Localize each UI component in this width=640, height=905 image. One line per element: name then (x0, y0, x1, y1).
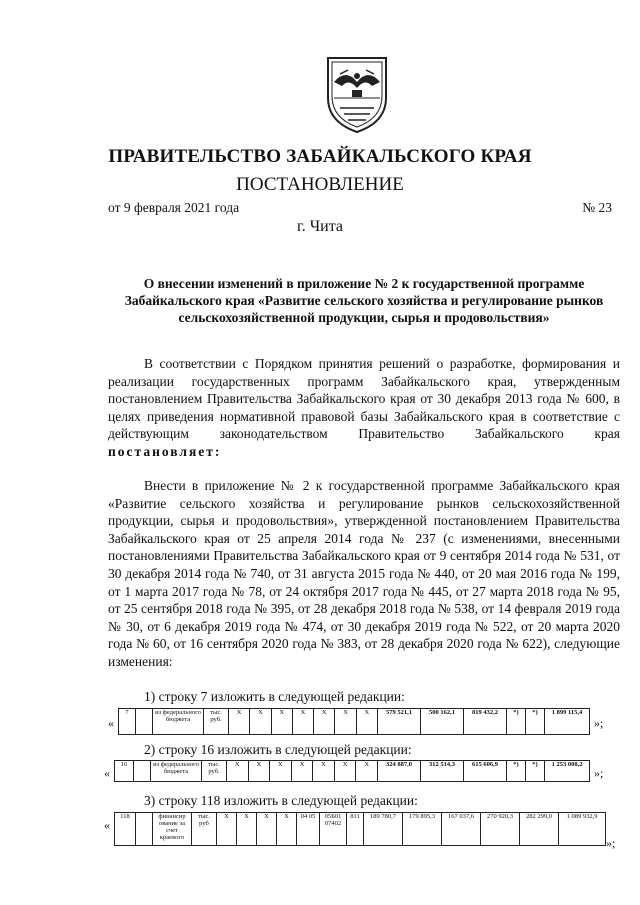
cell-x: X (248, 761, 270, 782)
cell-x: X (229, 709, 250, 735)
cell-x: X (356, 709, 377, 735)
cell-value: 189 780,7 (364, 813, 403, 846)
cell-code: 04 05 (297, 813, 320, 846)
cell-unit: тыс. руб (192, 813, 217, 846)
cell-total: 1 089 932,9 (559, 813, 606, 846)
cell-value: 167 037,6 (442, 813, 481, 846)
cell-note: *) (507, 709, 526, 735)
quote-close: »; (594, 766, 604, 780)
quote-close: »; (594, 716, 604, 730)
cell-note: *) (507, 761, 526, 782)
cell-x: X (277, 813, 297, 846)
cell-value: 270 920,3 (481, 813, 520, 846)
government-title: ПРАВИТЕЛЬСТВО ЗАБАЙКАЛЬСКОГО КРАЯ (108, 146, 532, 167)
cell-x: X (356, 761, 378, 782)
cell-empty (136, 813, 153, 846)
cell-x: X (227, 761, 249, 782)
cell-x: X (335, 709, 356, 735)
cell-code: 811 (347, 813, 364, 846)
table-row-118 (114, 812, 606, 846)
cell-x: X (334, 761, 356, 782)
cell-unit: тыс. руб. (204, 709, 229, 735)
amendment-paragraph: Внести в приложение № 2 к государственной программе Забайкальского края «Развитие сельского хозяйства и регулирование рынков сельскохозяйственной продукции, сырья и продовольствия», утвержденной постановлением Правительства Забайкальского края от 25 апреля 2014 года № 237 (с изменениями, внесенными постановлениями Правительства Забайкальского края от 9 сентября 2014 года № 531, от 30 декабря 2014 года № 740, от 31 августа 2015 года № 440, от 20 мая 2016 года № 199, от 1 марта 2017 года № 78, от 24 октября 2017 года № 445, от 27 марта 2018 года № 95, от 25 сентября 2018 года № 395, от 28 декабря 2018 года № 538, от 14 февраля 2019 года № 30, от 6 декабря 2019 года № 474, от 30 декабря 2019 года № 522, от 20 марта 2020 года № 60, от 16 сентября 2020 года № 383, от 28 декабря 2020 года № 622), следующие изменения: (108, 478, 620, 669)
cell-num: 118 (115, 813, 136, 846)
cell-source: финансир ование за счет краевого (153, 813, 192, 846)
cell-value: 615 606,9 (464, 761, 507, 782)
cell-x: X (250, 709, 271, 735)
cell-value: 312 514,3 (421, 761, 464, 782)
cell-x: X (217, 813, 237, 846)
cell-x: X (291, 761, 313, 782)
cell-value: 179 895,3 (403, 813, 442, 846)
document-city: г. Чита (296, 218, 343, 235)
table-row-16 (114, 760, 590, 782)
document-type: ПОСТАНОВЛЕНИЕ (236, 174, 404, 195)
table-row-7 (118, 708, 590, 735)
cell-total: 1 899 115,4 (545, 709, 590, 735)
cell-value: 500 162,1 (421, 709, 464, 735)
amendment-item-3: 3) строку 118 изложить в следующей редакции: (144, 793, 418, 808)
cell-x: X (313, 761, 335, 782)
cell-x: X (257, 813, 277, 846)
document-subject: О внесении изменений в приложение № 2 к государственной программе Забайкальского края «Развитие сельского хозяйства и регулирование рынков сельскохозяйственной продукции, сырья и продовольствия» (124, 276, 604, 325)
cell-empty (134, 761, 151, 782)
cell-num: 16 (115, 761, 134, 782)
cell-empty (136, 709, 153, 735)
preamble-paragraph (108, 355, 620, 461)
cell-x: X (271, 709, 292, 735)
quote-open: « (104, 818, 110, 832)
cell-source: из федерального бюджета (151, 761, 202, 782)
cell-x: X (292, 709, 313, 735)
cell-value: 324 887,0 (378, 761, 421, 782)
coat-of-arms-emblem (320, 52, 394, 134)
document-number: № 23 (582, 200, 612, 215)
cell-unit: тыс. руб. (202, 761, 227, 782)
cell-code: 05Б01 07402 (320, 813, 347, 846)
cell-total: 1 253 008,2 (545, 761, 590, 782)
cell-x: X (270, 761, 292, 782)
cell-value: 282 299,0 (520, 813, 559, 846)
cell-note: *) (526, 709, 545, 735)
document-date: от 9 февраля 2021 года (108, 200, 240, 215)
amendment-item-1: 1) строку 7 изложить в следующей редакции: (144, 689, 405, 704)
cell-note: *) (526, 761, 545, 782)
cell-x: X (314, 709, 335, 735)
cell-source: из федерального бюджета (153, 709, 204, 735)
cell-num: 7 (119, 709, 136, 735)
quote-open: « (108, 716, 114, 730)
cell-x: X (237, 813, 257, 846)
cell-value: 819 432,2 (464, 709, 507, 735)
preamble-emphasis: постановляет: (108, 443, 222, 459)
quote-open: « (104, 766, 110, 780)
preamble-text: В соответствии с Порядком принятия решений о разработке, формирования и реализации государственных программ Забайкальского края, утвержденным постановлением Правительства Забайкальского края от 30 декабря 2013 года № 600, в целях приведения нормативной правовой базы Забайкальского края в соответствие с действующим законодательством Правительство Забайкальского края (108, 356, 620, 442)
amendment-item-2: 2) строку 16 изложить в следующей редакции: (144, 742, 412, 757)
cell-value: 579 521,1 (378, 709, 421, 735)
quote-close: »; (606, 836, 616, 850)
